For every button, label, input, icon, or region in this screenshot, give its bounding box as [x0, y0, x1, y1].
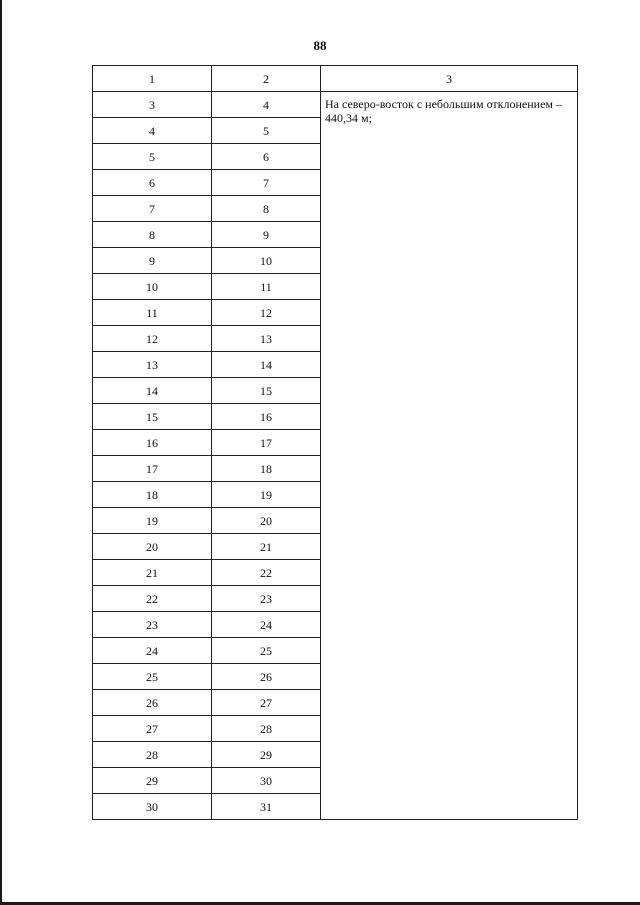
point-to-cell: 16 — [212, 404, 321, 430]
point-from-cell: 28 — [93, 742, 212, 768]
point-to-cell: 20 — [212, 508, 321, 534]
point-from-cell: 30 — [93, 794, 212, 820]
point-to-cell: 22 — [212, 560, 321, 586]
column-header-1: 1 — [93, 66, 212, 92]
point-from-cell: 3 — [93, 92, 212, 118]
coordinates-table — [92, 65, 578, 820]
point-from-cell: 25 — [93, 664, 212, 690]
point-to-cell: 25 — [212, 638, 321, 664]
point-to-cell: 11 — [212, 274, 321, 300]
point-from-cell: 24 — [93, 638, 212, 664]
point-from-cell: 14 — [93, 378, 212, 404]
point-from-cell: 15 — [93, 404, 212, 430]
point-to-cell: 15 — [212, 378, 321, 404]
point-from-cell: 27 — [93, 716, 212, 742]
point-to-cell: 21 — [212, 534, 321, 560]
point-from-cell: 6 — [93, 170, 212, 196]
point-to-cell: 14 — [212, 352, 321, 378]
point-from-cell: 22 — [93, 586, 212, 612]
point-from-cell: 19 — [93, 508, 212, 534]
point-to-cell: 24 — [212, 612, 321, 638]
point-from-cell: 20 — [93, 534, 212, 560]
point-from-cell: 11 — [93, 300, 212, 326]
point-from-cell: 13 — [93, 352, 212, 378]
column-header-3: 3 — [321, 66, 578, 92]
point-to-cell: 17 — [212, 430, 321, 456]
point-to-cell: 12 — [212, 300, 321, 326]
point-from-cell: 21 — [93, 560, 212, 586]
point-to-cell: 10 — [212, 248, 321, 274]
point-to-cell: 30 — [212, 768, 321, 794]
direction-description-cell: На северо-восток с небольшим отклонением – 440,34 м; — [321, 92, 578, 820]
point-to-cell: 13 — [212, 326, 321, 352]
point-to-cell: 18 — [212, 456, 321, 482]
scan-left-border — [0, 0, 2, 905]
point-from-cell: 23 — [93, 612, 212, 638]
point-to-cell: 27 — [212, 690, 321, 716]
table-header-row — [93, 66, 578, 92]
point-to-cell: 6 — [212, 144, 321, 170]
point-from-cell: 8 — [93, 222, 212, 248]
point-to-cell: 29 — [212, 742, 321, 768]
table-body — [93, 66, 578, 820]
page-number: 88 — [313, 38, 327, 53]
table-row — [93, 92, 578, 118]
point-to-cell: 28 — [212, 716, 321, 742]
point-to-cell: 7 — [212, 170, 321, 196]
point-to-cell: 19 — [212, 482, 321, 508]
point-from-cell: 7 — [93, 196, 212, 222]
point-to-cell: 23 — [212, 586, 321, 612]
point-to-cell: 8 — [212, 196, 321, 222]
point-from-cell: 26 — [93, 690, 212, 716]
point-from-cell: 18 — [93, 482, 212, 508]
point-from-cell: 10 — [93, 274, 212, 300]
point-to-cell: 26 — [212, 664, 321, 690]
column-header-2: 2 — [212, 66, 321, 92]
point-to-cell: 31 — [212, 794, 321, 820]
point-from-cell: 4 — [93, 118, 212, 144]
point-from-cell: 29 — [93, 768, 212, 794]
point-from-cell: 12 — [93, 326, 212, 352]
point-to-cell: 5 — [212, 118, 321, 144]
point-to-cell: 9 — [212, 222, 321, 248]
point-from-cell: 17 — [93, 456, 212, 482]
point-to-cell: 4 — [212, 92, 321, 118]
point-from-cell: 9 — [93, 248, 212, 274]
point-from-cell: 16 — [93, 430, 212, 456]
point-from-cell: 5 — [93, 144, 212, 170]
